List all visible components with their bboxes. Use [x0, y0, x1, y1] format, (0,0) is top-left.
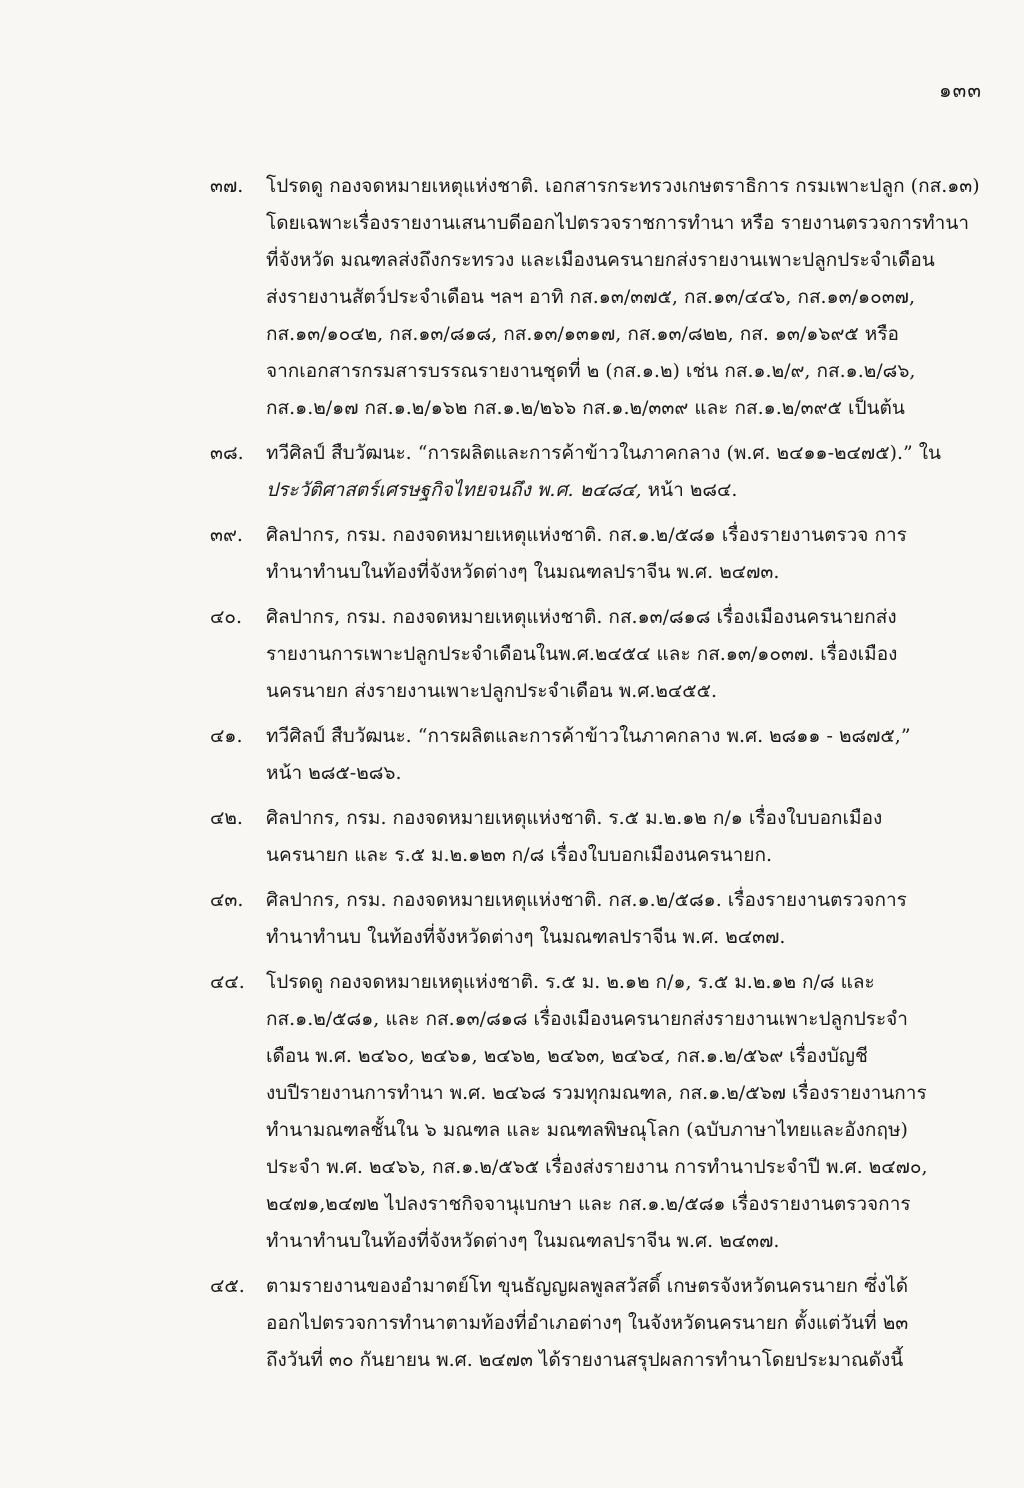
note-line: ส่งรายงานสัตว์ประจำเดือน ฯลฯ อาทิ กส.๑๓/๓๗๕, กส.๑๓/๔๔๖, กส.๑๓/๑๐๓๗,	[266, 286, 916, 308]
endnote-43	[210, 882, 986, 956]
note-line: ตามรายงานของอำมาตย์โท ขุนธัญญผลพูลสวัสดิ์ เกษตรจังหวัดนครนายก ซึ่งได้	[266, 1275, 909, 1297]
note-line: นครนายก และ ร.๕ ม.๒.๑๒๓ ก/๘ เรื่องใบบอกเมืองนครนายก.	[266, 844, 773, 866]
note-text	[266, 800, 986, 874]
note-text	[266, 718, 986, 792]
endnote-38	[210, 435, 986, 509]
note-line: ทวีศิลป์ สืบวัฒนะ. “การผลิตและการค้าข้าวในภาคกลาง พ.ศ. ๒๘๑๑ - ๒๘๗๕,”	[266, 725, 911, 747]
note-text	[266, 168, 986, 427]
note-line: ออกไปตรวจการทำนาตามท้องที่อำเภอต่างๆ ในจังหวัดนครนายก ตั้งแต่วันที่ ๒๓	[266, 1312, 909, 1334]
note-text	[266, 882, 986, 956]
note-number: ๔๓.	[210, 889, 244, 911]
note-line: ที่จังหวัด มณฑลส่งถึงกระทรวง และเมืองนครนายกส่งรายงานเพาะปลูกประจำเดือน	[266, 249, 935, 271]
endnote-40	[210, 599, 986, 710]
note-line: จากเอกสารกรมสารบรรณรายงานชุดที่ ๒ (กส.๑.๒) เช่น กส.๑.๒/๙, กส.๑.๒/๘๖,	[266, 360, 916, 382]
page-ref: หน้า ๒๘๔.	[641, 479, 738, 501]
note-line: หน้า ๒๘๕-๒๘๖.	[266, 762, 402, 784]
note-line: นครนายก ส่งรายงานเพาะปลูกประจำเดือน พ.ศ.๒๔๕๕.	[266, 680, 718, 702]
note-line: ศิลปากร, กรม. กองจดหมายเหตุแห่งชาติ. ร.๕ ม.๒.๑๒ ก/๑ เรื่องใบบอกเมือง	[266, 807, 883, 829]
note-line: รายงานการเพาะปลูกประจำเดือนในพ.ศ.๒๔๕๔ และ กส.๑๓/๑๐๓๗. เรื่องเมือง	[266, 643, 898, 665]
note-number: ๔๑.	[210, 725, 243, 747]
note-number: ๔๔.	[210, 971, 245, 993]
endnote-44	[210, 964, 986, 1260]
note-line: ทำนามณฑลชั้นใน ๖ มณฑล และ มณฑลพิษณุโลก (ฉบับภาษาไทยและอังกฤษ)	[266, 1119, 908, 1141]
note-text	[266, 964, 986, 1260]
note-number: ๔๐.	[210, 606, 243, 628]
note-line: เดือน พ.ศ. ๒๔๖๐, ๒๔๖๑, ๒๔๖๒, ๒๔๖๓, ๒๔๖๔, กส.๑.๒/๕๖๙ เรื่องบัญชี	[266, 1045, 868, 1067]
note-line: ทำนาทำนบในท้องที่จังหวัดต่างๆ ในมณฑลปราจีน พ.ศ. ๒๔๗๓.	[266, 561, 780, 583]
note-line: โดยเฉพาะเรื่องรายงานเสนาบดีออกไปตรวจราชการทำนา หรือ รายงานตรวจการทำนา	[266, 212, 970, 234]
book-title: ประวัติศาสตร์เศรษฐกิจไทยจนถึง พ.ศ. ๒๔๘๔,	[266, 479, 642, 501]
note-number: ๓๙.	[210, 524, 243, 546]
note-number: ๓๗.	[210, 175, 244, 197]
note-line: กส.๑.๒/๕๘๑, และ กส.๑๓/๘๑๘ เรื่องเมืองนครนายกส่งรายงานเพาะปลูกประจำ	[266, 1008, 908, 1030]
note-line: ถึงวันที่ ๓๐ กันยายน พ.ศ. ๒๔๗๓ ได้รายงานสรุปผลการทำนาโดยประมาณดังนี้	[266, 1349, 904, 1371]
endnote-39	[210, 517, 986, 591]
note-text	[266, 435, 986, 509]
endnote-37	[210, 168, 986, 427]
note-line: ศิลปากร, กรม. กองจดหมายเหตุแห่งชาติ. กส.๑.๒/๕๘๑. เรื่องรายงานตรวจการ	[266, 889, 907, 911]
note-text	[266, 517, 986, 591]
note-number: ๔๒.	[210, 807, 243, 829]
note-line: กส.๑.๒/๑๗ กส.๑.๒/๑๖๒ กส.๑.๒/๒๖๖ กส.๑.๒/๓๓๙ และ กส.๑.๒/๓๙๕ เป็นต้น	[266, 397, 905, 419]
note-line: ทำนาทำนบ ในท้องที่จังหวัดต่างๆ ในมณฑลปราจีน พ.ศ. ๒๔๓๗.	[266, 926, 786, 948]
endnote-41	[210, 718, 986, 792]
note-line: กส.๑๓/๑๐๔๒, กส.๑๓/๘๑๘, กส.๑๓/๑๓๑๗, กส.๑๓/๘๒๒, กส. ๑๓/๑๖๙๕ หรือ	[266, 323, 899, 345]
note-line: งบปีรายงานการทำนา พ.ศ. ๒๔๖๘ รวมทุกมณฑล, กส.๑.๒/๕๖๗ เรื่องรายงานการ	[266, 1082, 927, 1104]
note-line: ๒๔๗๑,๒๔๗๒ ไปลงราชกิจจานุเบกษา และ กส.๑.๒/๕๘๑ เรื่องรายงานตรวจการ	[266, 1193, 911, 1215]
note-line: โปรดดู กองจดหมายเหตุแห่งชาติ. เอกสารกระทรวงเกษตราธิการ กรมเพาะปลูก (กส.๑๓)	[266, 175, 980, 197]
note-text	[266, 1268, 986, 1379]
note-text	[266, 599, 986, 710]
endnotes-list	[210, 168, 986, 1387]
note-line: ทวีศิลป์ สืบวัฒนะ. “การผลิตและการค้าข้าวในภาคกลาง (พ.ศ. ๒๔๑๑-๒๔๗๕).” ใน	[266, 442, 942, 464]
note-number: ๓๘.	[210, 442, 244, 464]
page-number: ๑๓๓	[938, 78, 982, 102]
endnote-42	[210, 800, 986, 874]
note-number: ๔๕.	[210, 1275, 245, 1297]
endnote-45	[210, 1268, 986, 1379]
note-line: ศิลปากร, กรม. กองจดหมายเหตุแห่งชาติ. กส.๑๓/๘๑๘ เรื่องเมืองนครนายกส่ง	[266, 606, 897, 628]
note-line: ศิลปากร, กรม. กองจดหมายเหตุแห่งชาติ. กส.๑.๒/๕๘๑ เรื่องรายงานตรวจ การ	[266, 524, 907, 546]
note-line: ประจำ พ.ศ. ๒๔๖๖, กส.๑.๒/๕๖๕ เรื่องส่งรายงาน การทำนาประจำปี พ.ศ. ๒๔๗๐,	[266, 1156, 928, 1178]
note-line: โปรดดู กองจดหมายเหตุแห่งชาติ. ร.๕ ม. ๒.๑๒ ก/๑, ร.๕ ม.๒.๑๒ ก/๘ และ	[266, 971, 875, 993]
note-line	[266, 472, 986, 509]
note-line: ทำนาทำนบในท้องที่จังหวัดต่างๆ ในมณฑลปราจีน พ.ศ. ๒๔๓๗.	[266, 1230, 780, 1252]
